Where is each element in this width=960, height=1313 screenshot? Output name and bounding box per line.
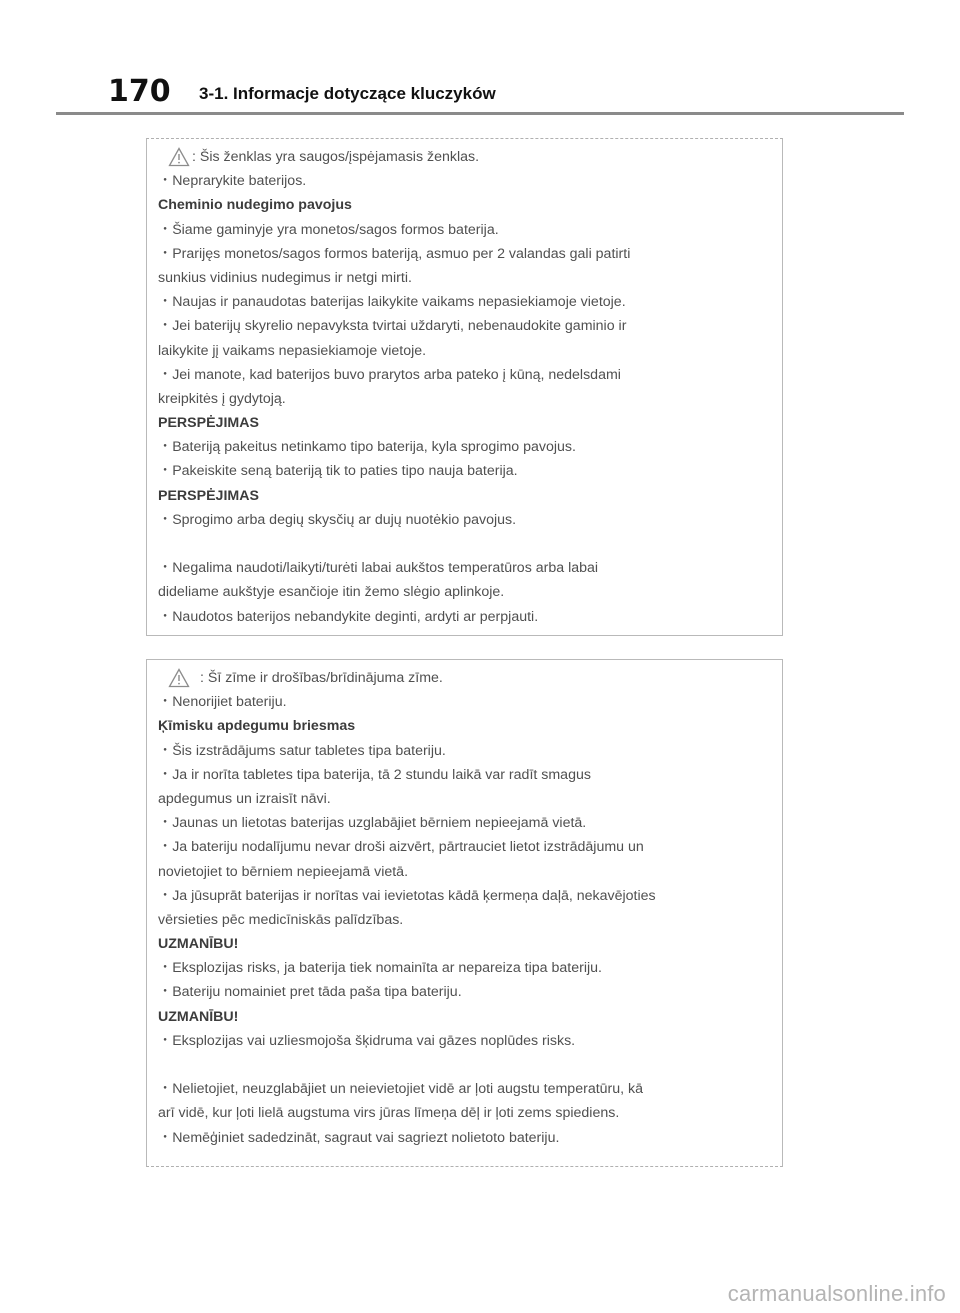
list-item: ・Jei baterijų skyrelio nepavyksta tvirtai uždaryti, nebenaudokite gaminio ir (158, 318, 627, 335)
page-number: 170 (108, 74, 171, 109)
warning-symbol-line (158, 145, 772, 169)
list-item: ・Šis izstrādājums satur tabletes tipa bateriju. (158, 742, 446, 759)
list-item-continuation: apdegumus un izraisīt nāvi. (158, 790, 331, 807)
warning-heading: UZMANĪBU! (158, 1008, 239, 1025)
list-item: ・Naudotos baterijos nebandykite deginti, ardyti ar perpjauti. (158, 608, 539, 625)
list-item-continuation: novietojiet to bērniem nepieejamā vietā. (158, 863, 409, 880)
list-item-continuation: vērsieties pēc medicīniskās palīdzības. (158, 911, 404, 928)
list-item: ・Neprarykite baterijos. (158, 173, 307, 190)
list-item: ・Nenorijiet bateriju. (158, 694, 287, 711)
list-item-continuation: laikykite jį vaikams nepasiekiamoje vietoje. (158, 342, 427, 359)
warning-heading: PERSPĖJIMAS (158, 487, 259, 504)
warning-symbol-text: : Šis ženklas yra saugos/įspėjamasis ženklas. (192, 149, 480, 165)
warning-heading: Cheminio nudegimo pavojus (158, 197, 352, 214)
list-item: ・Bateriją pakeitus netinkamo tipo baterija, kyla sprogimo pavojus. (158, 439, 576, 456)
warning-symbol-text: : Šī zīme ir drošības/brīdinājuma zīme. (200, 670, 443, 686)
list-item: ・Sprogimo arba degių skysčių ar dujų nuotėkio pavojus. (158, 511, 517, 528)
watermark: carmanualsonline.info (727, 1281, 946, 1306)
list-item-continuation: arī vidē, kur ļoti lielā augstuma virs jūras līmeņa dēļ ir ļoti zems spiediens. (158, 1105, 620, 1122)
list-item: ・Nelietojiet, neuzglabājiet un neievietojiet vidē ar ļoti augstu temperatūru, kā (158, 1081, 644, 1098)
warning-heading: Ķīmisku apdegumu briesmas (158, 718, 356, 735)
warning-triangle-icon (168, 668, 190, 688)
list-item: ・Nemēģiniet sadedzināt, sagraut vai sagriezt nolietoto bateriju. (158, 1129, 560, 1146)
list-item: ・Jaunas un lietotas baterijas uzglabājiet bērniem nepieejamā vietā. (158, 815, 587, 832)
list-item: ・Prarijęs monetos/sagos formos bateriją, asmuo per 2 valandas gali patirti (158, 245, 631, 262)
list-item-continuation: dideliame aukštyje esančioje itin žemo slėgio aplinkoje. (158, 584, 505, 601)
list-item: ・Bateriju nomainiet pret tāda paša tipa bateriju. (158, 984, 462, 1001)
list-item: ・Eksplozijas vai uzliesmojoša šķidruma vai gāzes noplūdes risks. (158, 1032, 576, 1049)
warning-heading: UZMANĪBU! (158, 936, 239, 953)
blank-line (158, 532, 772, 556)
warning-symbol-line (158, 666, 772, 690)
list-item: ・Ja jūsuprāt baterijas ir norītas vai ievietotas kādā ķermeņa daļā, nekavējoties (158, 887, 656, 904)
list-item-continuation: kreipkitės į gydytoją. (158, 390, 286, 407)
list-item: ・Negalima naudoti/laikyti/turėti labai aukštos temperatūros arba labai (158, 560, 599, 577)
blank-line (158, 1053, 772, 1077)
list-item-continuation: sunkius vidinius nudegimus ir netgi mirti. (158, 269, 412, 286)
warning-heading: PERSPĖJIMAS (158, 415, 259, 432)
list-item: ・Ja bateriju nodalījumu nevar droši aizvērt, pārtrauciet lietot izstrādājumu un (158, 839, 644, 856)
list-item: ・Pakeiskite seną bateriją tik to paties tipo nauja baterija. (158, 463, 518, 480)
section-title: 3-1. Informacje dotyczące kluczyków (199, 84, 496, 103)
list-item: ・Šiame gaminyje yra monetos/sagos formos baterija. (158, 221, 499, 238)
list-item: ・Ja ir norīta tabletes tipa baterija, tā 2 stundu laikā var radīt smagus (158, 766, 591, 783)
warning-box-latvian (146, 659, 783, 1167)
list-item: ・Jei manote, kad baterijos buvo prarytos arba pateko į kūną, nedelsdami (158, 366, 621, 383)
header-divider (56, 112, 904, 115)
warning-triangle-icon (168, 147, 190, 167)
page-header (0, 0, 960, 118)
list-item: ・Naujas ir panaudotas baterijas laikykite vaikams nepasiekiamoje vietoje. (158, 294, 626, 311)
list-item: ・Eksplozijas risks, ja baterija tiek nomainīta ar nepareiza tipa bateriju. (158, 960, 602, 977)
warning-box-lithuanian (146, 138, 783, 636)
